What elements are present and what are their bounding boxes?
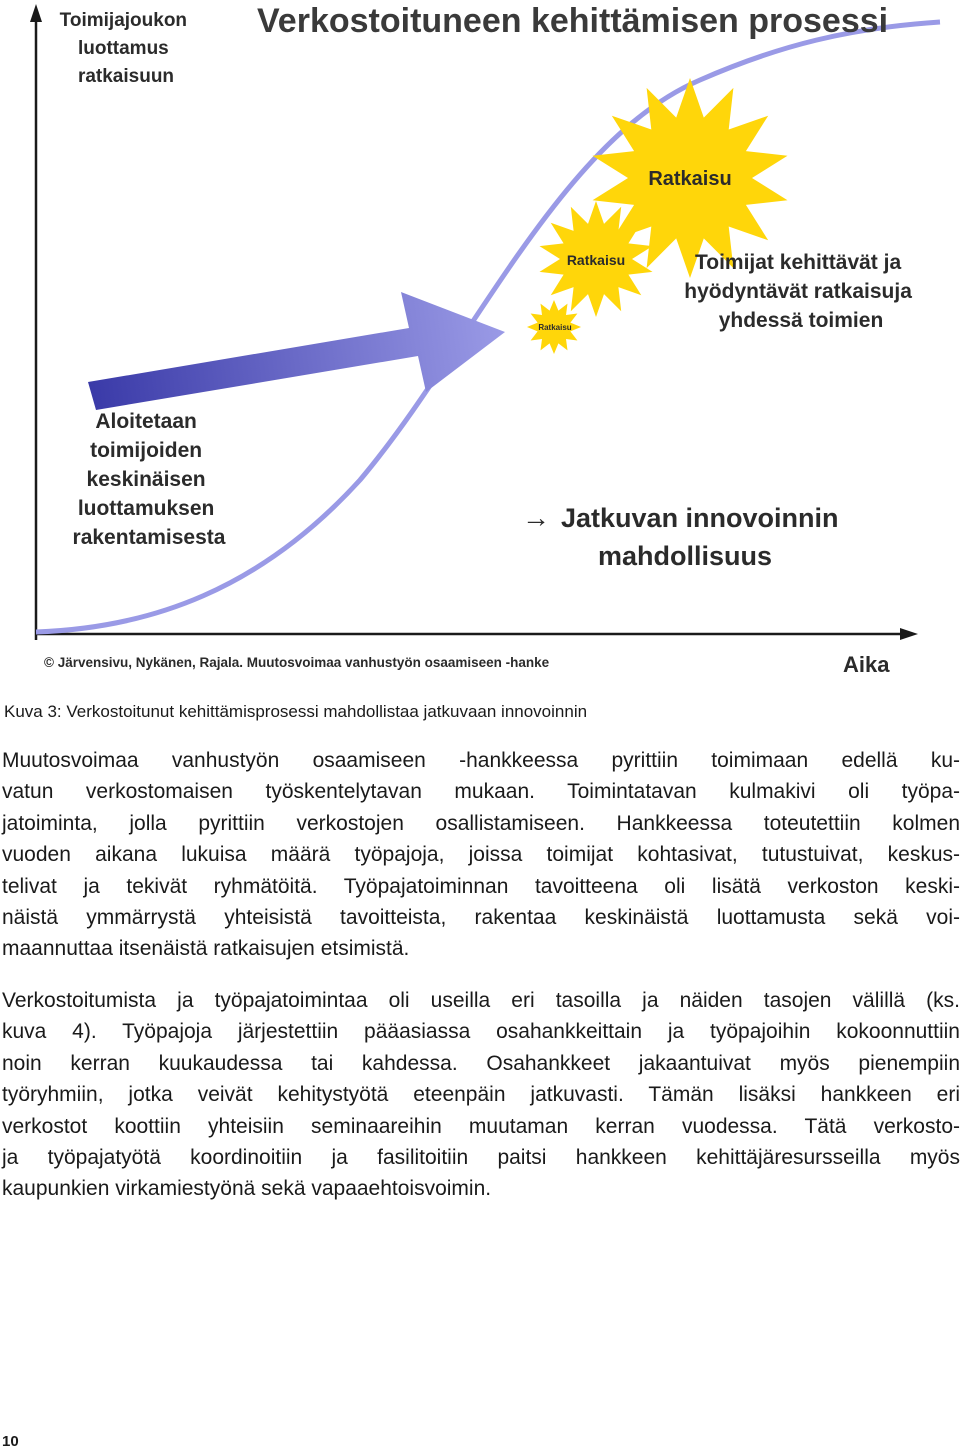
paragraph-line: vuoden aikana lukuisa määrä työpajoja, joissa toimijat kohtasivat, tutustuivat, keskus-	[2, 843, 960, 867]
figure-copyright: © Järvensivu, Nykänen, Rajala. Muutosvoimaa vanhustyön osaamiseen -hanke	[44, 655, 550, 670]
paragraph-line: noin kerran kuukaudessa tai kahdessa. Osahankkeet jakaantuivat myös pienempiin	[2, 1051, 960, 1075]
paragraph-line: Verkostoitumista ja työpajatoimintaa oli useilla eri tasoilla ja näiden tasojen välillä (ks.	[2, 989, 960, 1012]
x-axis-label: Aika	[843, 652, 890, 677]
paragraph-line: kuva 4). Työpajoja järjestettiin pääasiassa osahankkeittain ja työpajoihin kokoonnuttiin	[2, 1020, 960, 1044]
y-axis-label: Toimijajoukon luottamus ratkaisuun	[59, 10, 188, 87]
paragraph-line: työryhmiin, jotka veivät kehitystyötä eteenpäin jatkuvasti. Tämän lisäksi hankkeen eri	[2, 1083, 960, 1107]
paragraph-line: maannuttaa itsenäistä ratkaisujen etsimistä.	[2, 937, 410, 961]
page-number: 10	[2, 1433, 19, 1450]
paragraph-line: ja työpajatyötä koordinoitiin ja fasilitoitiin paitsi hankkeen kehittäjäresursseilla myös	[2, 1146, 960, 1170]
innovation-text: Jatkuvan innovoinnin mahdollisuus	[561, 503, 839, 571]
paragraph-line: näistä ymmärrystä yhteisistä tavoitteista, rakentaa keskinäistä luottamusta sekä voi-	[2, 906, 960, 930]
paragraph-1	[2, 745, 960, 965]
burst-large-label: Ratkaisu	[648, 168, 732, 190]
development-arrow	[88, 292, 505, 410]
figure-caption: Kuva 3: Verkostoitunut kehittämisprosessi mahdollistaa jatkuvaan innovoinnin	[4, 702, 588, 721]
paragraph-line: verkostot koottiin yhteisiin seminaareihin muutaman kerran vuodessa. Tätä verkosto-	[2, 1114, 960, 1138]
y-axis	[30, 4, 42, 640]
start-text: Aloitetaan toimijoiden keskinäisen luottamuksen rakentamisesta	[72, 410, 226, 549]
paragraph-line: Muutosvoimaa vanhustyön osaamiseen -hankkeessa pyrittiin toimimaan edellä ku-	[2, 749, 960, 772]
paragraph-line: telivat ja tekivät ryhmätöitä. Työpajatoiminnan tavoitteena oli lisätä verkoston keski-	[2, 874, 960, 898]
paragraph-2	[2, 985, 960, 1205]
paragraph-line: kaupunkien virkamiestyönä sekä vapaaehtoisvoimin.	[2, 1177, 492, 1201]
burst-small-label: Ratkaisu	[538, 323, 572, 332]
burst-medium-label: Ratkaisu	[566, 252, 626, 268]
x-axis	[36, 628, 918, 640]
paragraph-line: vatun verkostomaisen työskentelytavan mukaan. Toimintatavan kulmakivi oli työpa-	[2, 780, 960, 804]
figure-title: Verkostoituneen kehittämisen prosessi	[257, 2, 889, 40]
paragraph-line: jatoiminta, jolla pyrittiin verkostojen osallistamiseen. Hankkeessa toteutettiin kolmen	[2, 811, 960, 835]
innovation-arrow-icon: →	[522, 502, 550, 533]
process-figure	[0, 0, 960, 690]
cooperation-text: Toimijat kehittävät ja hyödyntävät ratkaisuja yhdessä toimien	[684, 251, 912, 332]
